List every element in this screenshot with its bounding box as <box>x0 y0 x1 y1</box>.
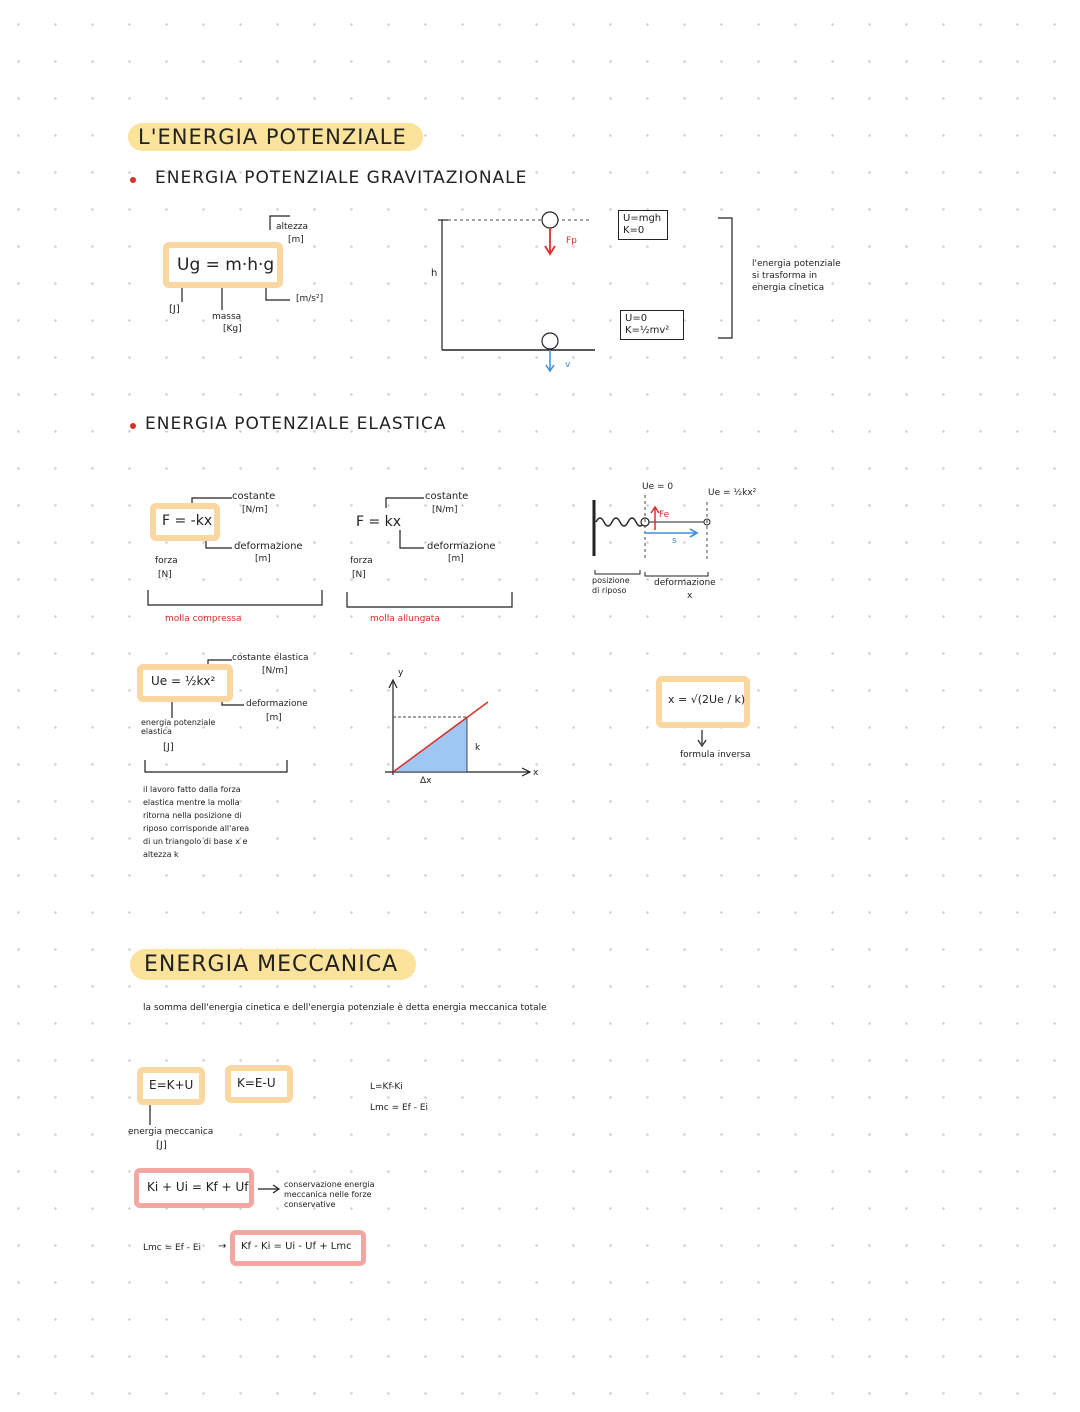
force-label: Fp <box>566 236 577 246</box>
costante-label: costante <box>232 491 276 502</box>
unit-j: [J] <box>163 742 174 753</box>
unit-n: [N] <box>158 570 172 580</box>
ue-max-label: Ue = ½kx² <box>708 488 757 498</box>
label-compressed: molla compressa <box>165 614 242 624</box>
top-state-box <box>618 210 668 240</box>
bullet-icon <box>130 423 136 429</box>
ue-zero-label: Ue = 0 <box>642 482 674 492</box>
bullet-icon <box>130 177 136 183</box>
spring-deform-label: deformazione <box>654 578 716 588</box>
title-highlight <box>128 123 423 151</box>
e-formula: E=K+U <box>149 1078 194 1092</box>
compressed-formula: F = -kx <box>162 513 213 529</box>
graph-dx-label: Δx <box>420 776 432 786</box>
work-note-line: riposo corrisponde all'area <box>143 824 250 833</box>
work-note-line: ritorna nella posizione di <box>143 811 242 820</box>
stretched-formula: F = kx <box>356 514 402 530</box>
v-label: v <box>565 360 571 370</box>
unit-acc: [m/s²] <box>296 294 324 304</box>
bottom-state-box <box>620 310 684 340</box>
deformazione-label: deformazione <box>246 699 308 709</box>
energia-meccanica-label: energia meccanica <box>128 1127 214 1137</box>
ue-formula: Ue = ½kx² <box>151 674 216 688</box>
top-state-u: U=mgh <box>623 213 662 224</box>
rest-label-line: posizione <box>592 576 630 585</box>
k-formula: K=E-U <box>237 1076 276 1090</box>
spring-force-label: Fe <box>659 510 670 520</box>
grav-note-line: l'energia potenziale <box>752 259 841 269</box>
energia-label-line: elastica <box>141 727 172 736</box>
costante-label: costante <box>425 491 469 502</box>
energia-label <box>141 718 215 736</box>
page-title: L'ENERGIA POTENZIALE <box>138 125 407 149</box>
lmc-formula: Lmc = Ef - Ei <box>143 1243 202 1253</box>
unit-n: [N] <box>352 570 366 580</box>
conservation-box <box>134 1168 254 1208</box>
conservation-note-line: meccanica nelle forze <box>284 1190 372 1199</box>
unit-m: [m] <box>255 554 271 564</box>
forza-label: forza <box>350 556 373 566</box>
final-formula-box <box>230 1230 366 1266</box>
bottom-state-k: K=½mv² <box>625 325 670 336</box>
k-formula-box <box>225 1065 293 1103</box>
grav-formula-box <box>163 242 283 288</box>
work2-formula: Lmc = Ef - Ei <box>370 1103 429 1113</box>
top-state-k: K=0 <box>623 225 645 236</box>
rest-label <box>592 576 630 596</box>
spring-s-label: s <box>672 536 677 546</box>
conservation-formula: Ki + Ui = Kf + Uf <box>147 1180 249 1194</box>
grav-note <box>752 258 841 294</box>
label-stretched: molla allungata <box>370 614 440 624</box>
unit-kg: [Kg] <box>223 324 242 334</box>
energia-label-line: energia potenziale <box>141 718 216 727</box>
unit-j: [J] <box>169 304 180 315</box>
inverse-formula: x = √(2Ue / k) <box>668 693 746 706</box>
spring-x-label: x <box>687 591 693 601</box>
conservation-note <box>284 1180 375 1210</box>
graph-x-label: x <box>533 768 539 778</box>
grav-formula: Ug = m·h·g <box>177 255 275 275</box>
deformazione-label: deformazione <box>234 541 303 552</box>
work-note-line: di un triangolo di base x e <box>143 837 248 846</box>
unit-k: [N/m] <box>432 505 458 515</box>
unit-m: [m] <box>266 713 282 723</box>
massa-label: massa <box>212 312 242 322</box>
deformazione-label: deformazione <box>427 541 496 552</box>
work-note-line: altezza k <box>143 850 179 859</box>
arrow-icon: → <box>218 1241 227 1252</box>
e-formula-box <box>137 1067 205 1105</box>
final-formula: Kf - Ki = Ui - Uf + Lmc <box>241 1241 352 1252</box>
grav-note-line: energia cinetica <box>752 283 825 293</box>
unit-k: [N/m] <box>262 666 288 676</box>
compressed-formula-box <box>150 503 220 541</box>
bottom-state-u: U=0 <box>625 313 648 324</box>
work1-formula: L=Kf-Ki <box>370 1082 403 1092</box>
altezza-label: altezza <box>276 222 309 232</box>
work-note-line: il lavoro fatto dalla forza <box>143 785 241 794</box>
graph-y-label: y <box>398 668 404 678</box>
h-label: h <box>431 268 438 279</box>
spring-coil <box>596 518 644 526</box>
mech-definition: la somma dell'energia cinetica e dell'energia potenziale è detta energia meccanica totale <box>143 1003 547 1013</box>
inverse-formula-box <box>656 676 750 728</box>
grav-note-line: si trasforma in <box>752 271 818 281</box>
ue-formula-box <box>137 664 233 702</box>
work-note-line: elastica mentre la molla <box>143 798 240 807</box>
ball-top-icon <box>542 212 558 228</box>
unit-j: [J] <box>156 1140 167 1151</box>
unit-m: [m] <box>448 554 464 564</box>
rest-label-line: di riposo <box>592 586 627 595</box>
grav-heading: ENERGIA POTENZIALE GRAVITAZIONALE <box>155 168 528 188</box>
costante-elastica-label: costante elastica <box>232 653 309 663</box>
ball-bottom-icon <box>542 333 558 349</box>
elastic-heading: ENERGIA POTENZIALE ELASTICA <box>145 414 447 434</box>
conservation-note-line: conservative <box>284 1200 336 1209</box>
unit-k: [N/m] <box>242 505 268 515</box>
conservation-note-line: conservazione energia <box>284 1180 375 1189</box>
work-note <box>143 783 249 861</box>
mech-title-highlight <box>130 949 416 980</box>
forza-label: forza <box>155 556 178 566</box>
unit-m: [m] <box>288 235 304 245</box>
mech-title: ENERGIA MECCANICA <box>144 952 399 977</box>
inverse-note: formula inversa <box>680 750 751 760</box>
graph-k-label: k <box>475 743 481 753</box>
